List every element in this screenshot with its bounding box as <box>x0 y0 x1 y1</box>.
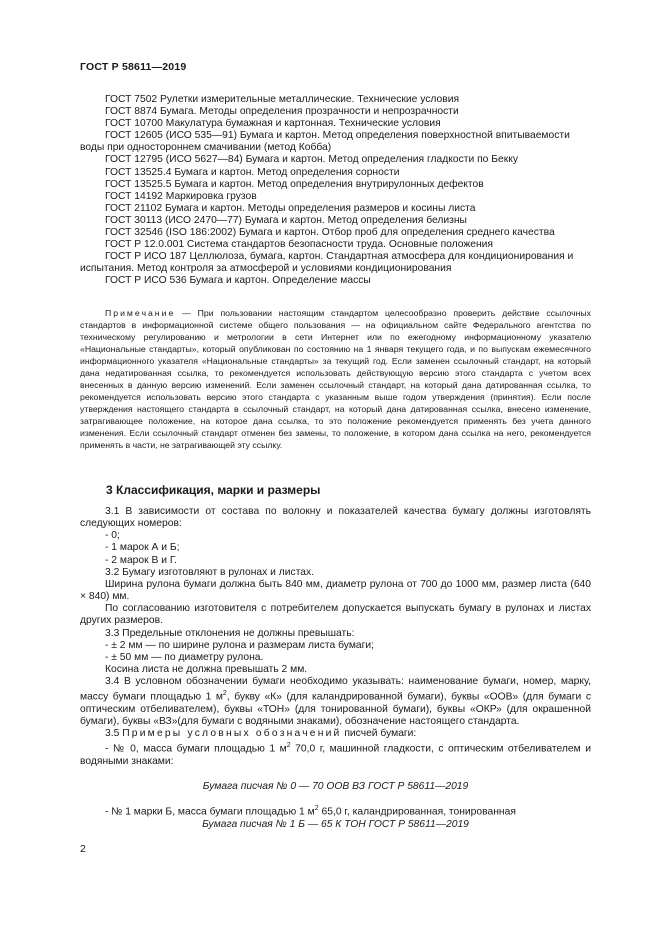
note-paragraph <box>80 307 591 451</box>
clause-number: 3.5 <box>105 728 123 740</box>
note-block <box>80 307 591 451</box>
reference-item: ГОСТ 32546 (ISO 186:2002) Бумага и картон. Отбор проб для определения среднего качества <box>105 227 555 239</box>
reference-item: ГОСТ 8874 Бумага. Методы определения прозрачности и непрозрачности <box>105 106 459 118</box>
reference-item: ГОСТ 13525.4 Бумага и картон. Метод определения сорности <box>105 166 400 178</box>
example-text: 70,0 г, машинной гладкости, с оптическим отбеливателем и водяными знаками: <box>80 743 591 767</box>
reference-item: ГОСТ Р 12.0.001 Система стандартов безопасности труда. Основные положения <box>105 239 494 251</box>
reference-item: ГОСТ Р ИСО 536 Бумага и картон. Определение массы <box>105 275 371 287</box>
example-designation: Бумага писчая № 0 — 70 ООВ ВЗ ГОСТ Р 58611—2019 <box>202 781 469 793</box>
clause-3-4 <box>80 676 591 728</box>
example-item <box>80 803 591 819</box>
example-text: - № 0, масса бумаги площадью 1 м <box>105 743 287 755</box>
paragraph: По согласованию изготовителя с потребителем допускается выпускать бумагу в рулонах и листах других размеров. <box>80 603 591 627</box>
reference-item: ГОСТ 10700 Макулатура бумажная и картонная. Технические условия <box>105 118 441 130</box>
reference-item: ГОСТ 12795 (ИСО 5627—84) Бумага и картон. Метод определения гладкости по Бекку <box>105 154 518 166</box>
list-item: - ± 50 мм — по диаметру рулона. <box>105 651 264 663</box>
reference-item: ГОСТ 21102 Бумага и картон. Методы определения размеров и косины листа <box>105 202 476 214</box>
normative-references-list <box>80 94 591 288</box>
list-item: - ± 2 мм — по ширине рулона и размерам листа бумаги; <box>105 639 374 651</box>
example-text: 65,0 г, каландрированная, тонированная <box>318 806 516 818</box>
section-3-title: 3 Классификация, марки и размеры <box>106 483 321 497</box>
note-label: Примечание <box>105 308 176 318</box>
clause-3-5 <box>80 728 591 740</box>
superscript: 2 <box>286 742 291 750</box>
clause-text: , букву «К» (для каландрированной бумаги), буквы «ООВ» (для бумаги с оптическим отбеливателем), буквы «ТОН» (для тонированной бумаги), буквы «ОКР» (для окрашенной бумаги), буквы «ВЗ»(для бумаги с водяными знаками), обозначение настоящего стандарта. <box>80 691 591 728</box>
note-text: — При пользовании настоящим стандартом целесообразно проверить действие ссылочных стандартов в информационной системе общего пользования — на официальном сайте Федерального агентства по техническому регулированию и метрологии в сети Интернет или по ежегодному информационному указателю «Национальные стандарты», который опубликован по состоянию на 1 января текущего года, и по выпускам ежемесячного информационного указателя «Национальные стандарты» за текущий год. Если заменен ссылочный стандарт, на который дана недатированная ссылка, то рекомендуется использовать действующую версию этого стандарта с учетом всех внесенных в данную версию изменений. Если заменен ссылочный стандарт, на который дана датированная ссылка, то рекомендуется использовать версию этого стандарта с указанным выше годом утверждения (принятия). Если после утверждения настоящего стандарта в ссылочный стандарт, на который дана датированная ссылка, внесено изменение, затрагивающее положение, на которое дана ссылка, то это положение рекомендуется применять без учета данного изменения. Если ссылочный стандарт отменен без замены, то положение, в котором дана ссылка на него, рекомендуется применять в части, не затрагивающей эту ссылку. <box>80 308 591 450</box>
clause-3-2: 3.2 Бумагу изготовляют в рулонах и листах. <box>105 566 315 578</box>
paragraph: Ширина рулона бумаги должна быть 840 мм, диаметр рулона от 700 до 1000 мм, размер листа (640 × 840) мм. <box>80 578 591 603</box>
reference-item: ГОСТ 7502 Рулетки измерительные металлические. Технические условия <box>105 94 460 105</box>
reference-item: ГОСТ 14192 Маркировка грузов <box>105 190 257 202</box>
reference-item: ГОСТ 13525.5 Бумага и картон. Метод определения внутрирулонных дефектов <box>105 178 484 190</box>
list-item: - 2 марок В и Г. <box>105 554 178 566</box>
list-item: - 1 марок А и Б; <box>105 542 180 554</box>
clause-3-3: 3.3 Предельные отклонения не должны превышать: <box>105 627 355 639</box>
example-text: - № 1 марки Б, масса бумаги площадью 1 м <box>105 806 315 818</box>
reference-item: ГОСТ 30113 (ИСО 2470—77) Бумага и картон. Метод определения белизны <box>105 214 467 226</box>
superscript: 2 <box>222 690 227 698</box>
paragraph: Косина листа не должна превышать 2 мм. <box>105 664 308 676</box>
example-item <box>80 740 591 768</box>
list-item: - 0; <box>105 530 120 542</box>
clause-3-1: 3.1 В зависимости от состава по волокну и показателей качества бумагу должны изготовлять следующих номеров: <box>80 506 591 530</box>
clause-text: 3.4 В условном обозначении бумаги необходимо указывать: наименование бумаги, номер, марку, массу бумаги площадью 1 м <box>80 676 591 703</box>
page-number: 2 <box>80 843 86 855</box>
clause-text: писчей бумаги: <box>341 728 417 740</box>
superscript: 2 <box>314 805 319 813</box>
reference-item: ГОСТ 12605 (ИСО 535—91) Бумага и картон. Метод определения поверхностной впитываемости воды при одностороннем смачивании (метод Кобба) <box>80 130 570 154</box>
spaced-heading: Примеры условных обозначений <box>122 728 342 740</box>
document-header: ГОСТ Р 58611—2019 <box>80 61 187 73</box>
section-3-body <box>80 506 591 831</box>
example-designation: Бумага писчая № 1 Б — 65 К ТОН ГОСТ Р 58611—2019 <box>202 818 469 830</box>
reference-item: ГОСТ Р ИСО 187 Целлюлоза, бумага, картон. Стандартная атмосфера для кондиционирования и испытания. Метод контроля за атмосферой и условиями кондиционирования <box>80 251 574 275</box>
